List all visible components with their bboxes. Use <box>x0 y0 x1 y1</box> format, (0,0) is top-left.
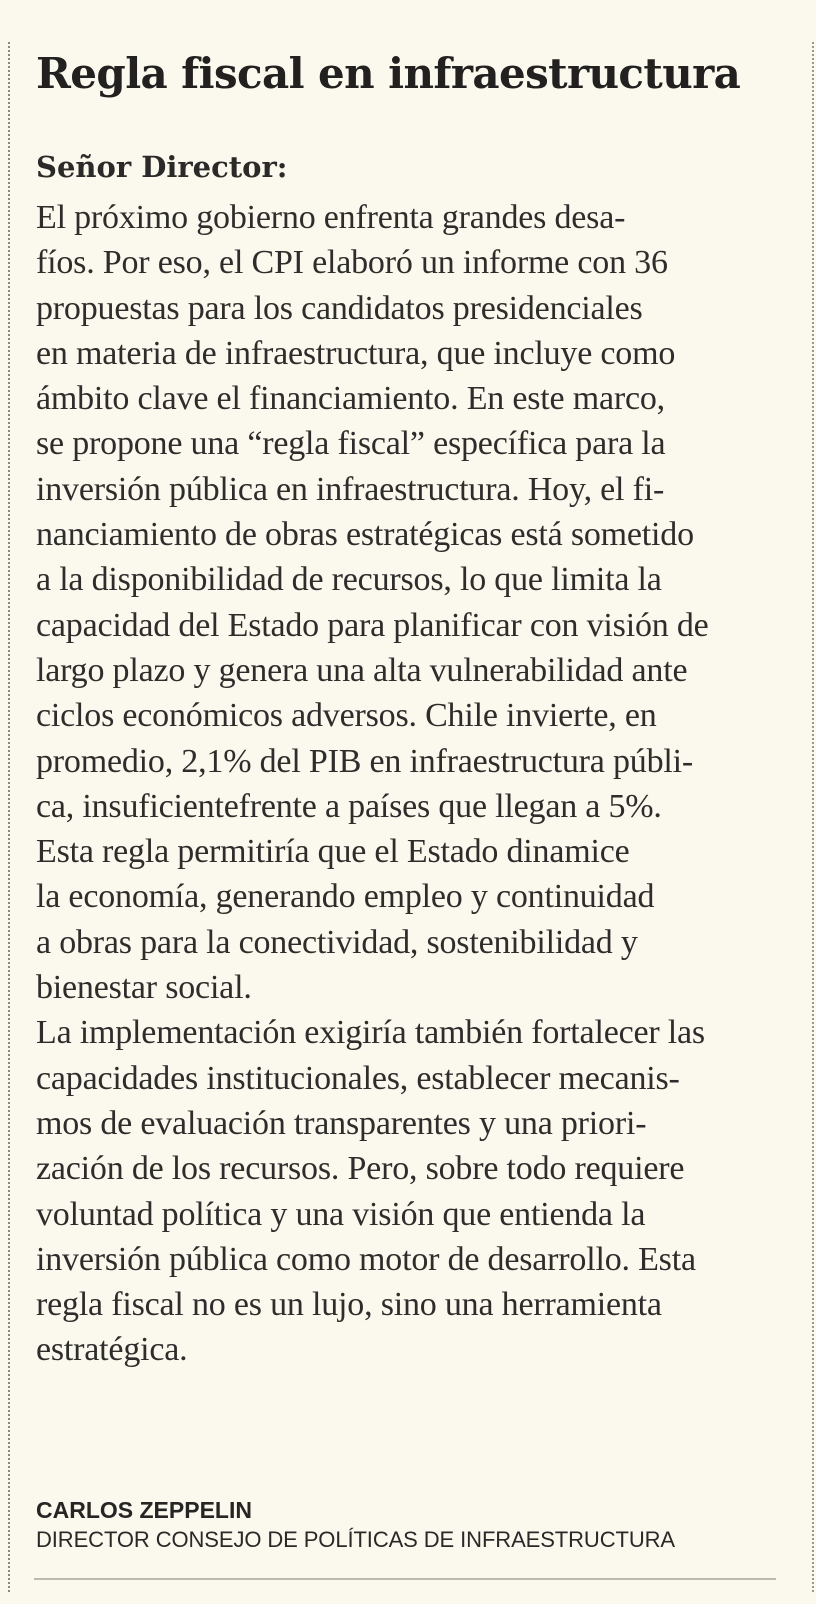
body-line: largo plazo y genera una alta vulnerabilidad ante <box>36 651 688 689</box>
body-line: a obras para la conectividad, sostenibilidad y <box>36 923 638 961</box>
body-line: propuestas para los candidatos presidenciales <box>36 289 643 327</box>
body-line: estratégica. <box>36 1331 188 1369</box>
body-line: capacidad del Estado para planificar con visión de <box>36 606 709 644</box>
body-line: promedio, 2,1% del PIB en infraestructura públi- <box>36 742 694 780</box>
body-line: se propone una “regla fiscal” específica para la <box>36 425 666 463</box>
body-line: en materia de infraestructura, que incluye como <box>36 334 676 372</box>
body-line: inversión pública en infraestructura. Hoy, el fi- <box>36 470 665 508</box>
body-line: fíos. Por eso, el CPI elaboró un informe con 36 <box>36 244 668 282</box>
body-line: Esta regla permitiría que el Estado dinamice <box>36 833 630 871</box>
body-line: ámbito clave el financiamiento. En este marco, <box>36 380 665 418</box>
body-line: El próximo gobierno enfrenta grandes desa- <box>36 199 626 236</box>
body-line: nanciamiento de obras estratégicas está sometido <box>36 516 694 554</box>
body-line: ciclos económicos adversos. Chile invierte, en <box>36 697 657 735</box>
body-line: regla fiscal no es un lujo, sino una herramienta <box>36 1286 662 1324</box>
body-line: La implementación exigiría también fortalecer las <box>36 1014 705 1052</box>
author-name: CARLOS ZEPPELIN <box>36 1497 252 1523</box>
body-line: capacidades institucionales, establecer mecanis- <box>36 1059 680 1097</box>
letter-salutation: Señor Director: <box>36 150 288 184</box>
dotted-column-rule-left <box>8 42 10 1592</box>
letter-headline: Regla fiscal en infraestructura <box>36 49 741 98</box>
dotted-column-rule-right <box>812 42 814 1592</box>
body-line: zación de los recursos. Pero, sobre todo requiere <box>36 1150 685 1188</box>
body-line: inversión pública como motor de desarrollo. Esta <box>36 1240 696 1278</box>
body-line: bienestar social. <box>36 969 252 1007</box>
body-line: voluntad política y una visión que entienda la <box>36 1195 646 1233</box>
body-line: a la disponibilidad de recursos, lo que limita la <box>36 561 662 599</box>
body-line: mos de evaluación transparentes y una priori- <box>36 1104 647 1142</box>
body-line: ca, insuficientefrente a países que llegan a 5%. <box>36 787 662 825</box>
author-title: DIRECTOR CONSEJO DE POLÍTICAS DE INFRAESTRUCTURA <box>36 1527 675 1552</box>
body-line: la economía, generando empleo y continuidad <box>36 878 655 916</box>
bottom-divider <box>34 1578 776 1580</box>
letter-body <box>36 195 776 1373</box>
